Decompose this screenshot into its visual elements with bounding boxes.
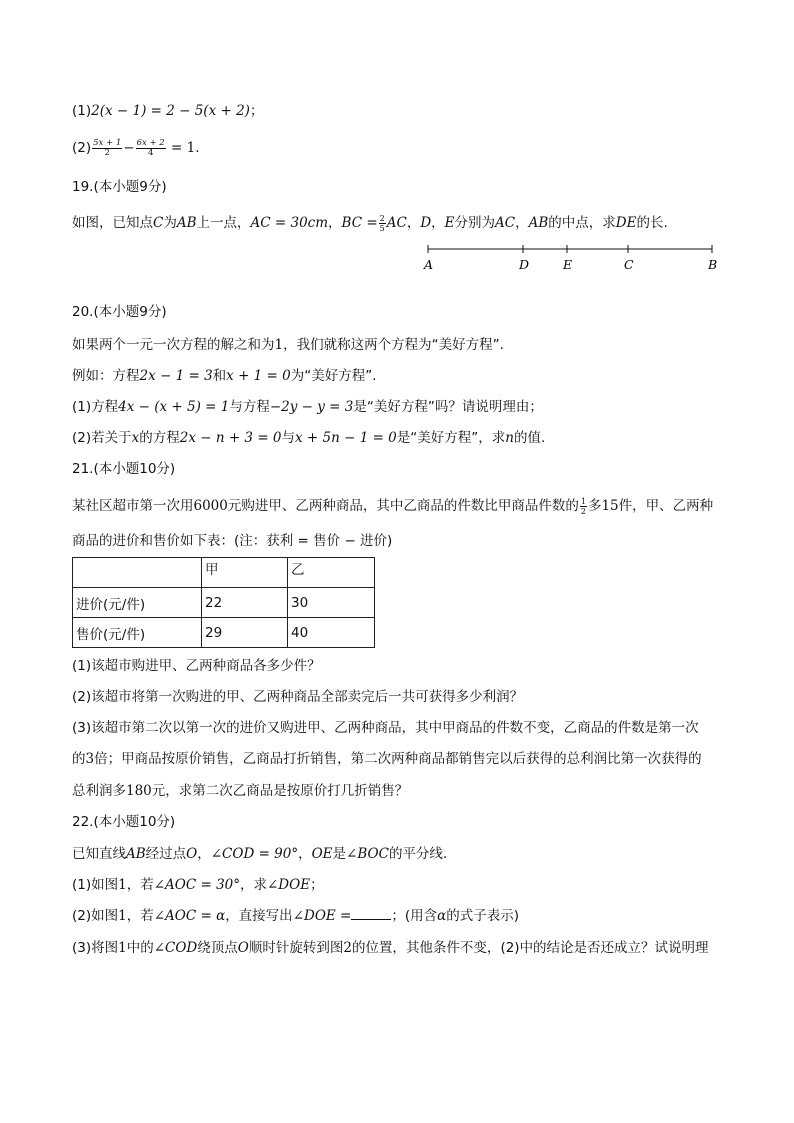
q18-part1: (1)2(x − 1) = 2 − 5(x + 2)； bbox=[72, 103, 264, 119]
q22-header: 22.(本小题10分) bbox=[72, 814, 176, 830]
table-cell: 乙 bbox=[288, 558, 375, 588]
q21-part3-line1: (3)该超市第二次以第一次的进价又购进甲、乙两种商品，其中甲商品的件数不变，乙商品的件数是第一次 bbox=[72, 720, 699, 736]
table-cell: 进价(元/件) bbox=[73, 588, 202, 618]
table-cell: 22 bbox=[202, 588, 288, 618]
q21-line2: 商品的进价和售价如下表：(注：获利 = 售价 − 进价) bbox=[72, 533, 393, 549]
table-row bbox=[73, 588, 375, 618]
point-label-e: E bbox=[563, 257, 573, 272]
table-cell: 40 bbox=[288, 618, 375, 648]
table-cell: 甲 bbox=[202, 558, 288, 588]
point-label-a: A bbox=[424, 257, 434, 272]
q21-header: 21.(本小题10分) bbox=[72, 461, 176, 477]
q20-header: 20.(本小题9分) bbox=[72, 304, 167, 320]
table-header-row bbox=[73, 558, 375, 588]
q18-part2: (2) $\frac{5x + 1}{2}$ − $\frac{6x + 2}{4}$ = 1. bbox=[72, 137, 200, 158]
table-cell: 29 bbox=[202, 618, 288, 648]
table-row bbox=[73, 618, 375, 648]
q22-part2: (2)如图1，若∠AOC = α，直接写出∠DOE = ；(用含α的式子表示) bbox=[72, 908, 520, 924]
q19-text: 如图，已知点C为AB上一点，AC = 30cm，BC = $\frac{2}{5}$ AC，D，E分别为AC，AB的中点，求DE的长. bbox=[72, 213, 668, 233]
q22-part1: (1)如图1，若∠AOC = 30°，求∠DOE； bbox=[72, 877, 324, 893]
q20-example: 例如：方程2x − 1 = 3和x + 1 = 0为“美好方程”. bbox=[72, 368, 377, 384]
q20-part2: (2)若关于x的方程2x − n + 3 = 0与x + 5n − 1 = 0是“美好方程”，求n的值. bbox=[72, 430, 546, 446]
fraction: $\frac{6x + 2}{4}$ bbox=[136, 137, 165, 158]
fraction: $\frac{5x + 1}{2}$ bbox=[93, 137, 122, 158]
q20-part1: (1)方程4x − (x + 5) = 1与方程−2y − y = 3是“美好方程”吗？请说明理由； bbox=[72, 399, 543, 415]
table-cell: 30 bbox=[288, 588, 375, 618]
point-label-b: B bbox=[708, 257, 718, 272]
price-table bbox=[72, 557, 375, 648]
q22-part3: (3)将图1中的∠COD绕顶点O顺时针旋转到图2的位置，其他条件不变，(2)中的结论是否还成立？试说明理 bbox=[72, 940, 709, 956]
point-label-d: D bbox=[519, 257, 530, 272]
q20-definition: 如果两个一元一次方程的解之和为1，我们就称这两个方程为“美好方程”. bbox=[72, 337, 504, 353]
line-segment-figure bbox=[424, 243, 728, 273]
table-cell bbox=[73, 558, 202, 588]
q21-part3-line3: 总利润多180元，求第二次乙商品是按原价打几折销售？ bbox=[72, 783, 409, 799]
segment-diagram bbox=[424, 243, 728, 273]
q22-line1: 已知直线AB经过点O，∠COD = 90°，OE是∠BOC的平分线. bbox=[72, 846, 448, 862]
q21-part3-line2: 的3倍；甲商品按原价销售，乙商品打折销售，第二次两种商品都销售完以后获得的总利润比第一次获得的 bbox=[72, 751, 702, 767]
q21-line1: 某社区超市第一次用6000元购进甲、乙两种商品，其中乙商品的件数比甲商品件数的 $\frac{1}{2}$ 多15件，甲、乙两种 bbox=[72, 496, 714, 516]
q18-equation-1: 2(x − 1) = 2 − 5(x + 2) bbox=[91, 103, 250, 119]
answer-blank bbox=[351, 907, 391, 920]
q21-part1: (1)该超市购进甲、乙两种商品各多少件？ bbox=[72, 658, 321, 674]
table-cell: 售价(元/件) bbox=[73, 618, 202, 648]
q21-part2: (2)该超市将第一次购进的甲、乙两种商品全部卖完后一共可获得多少利润？ bbox=[72, 689, 524, 705]
q19-header: 19.(本小题9分) bbox=[72, 179, 167, 195]
point-label-c: C bbox=[624, 257, 634, 272]
